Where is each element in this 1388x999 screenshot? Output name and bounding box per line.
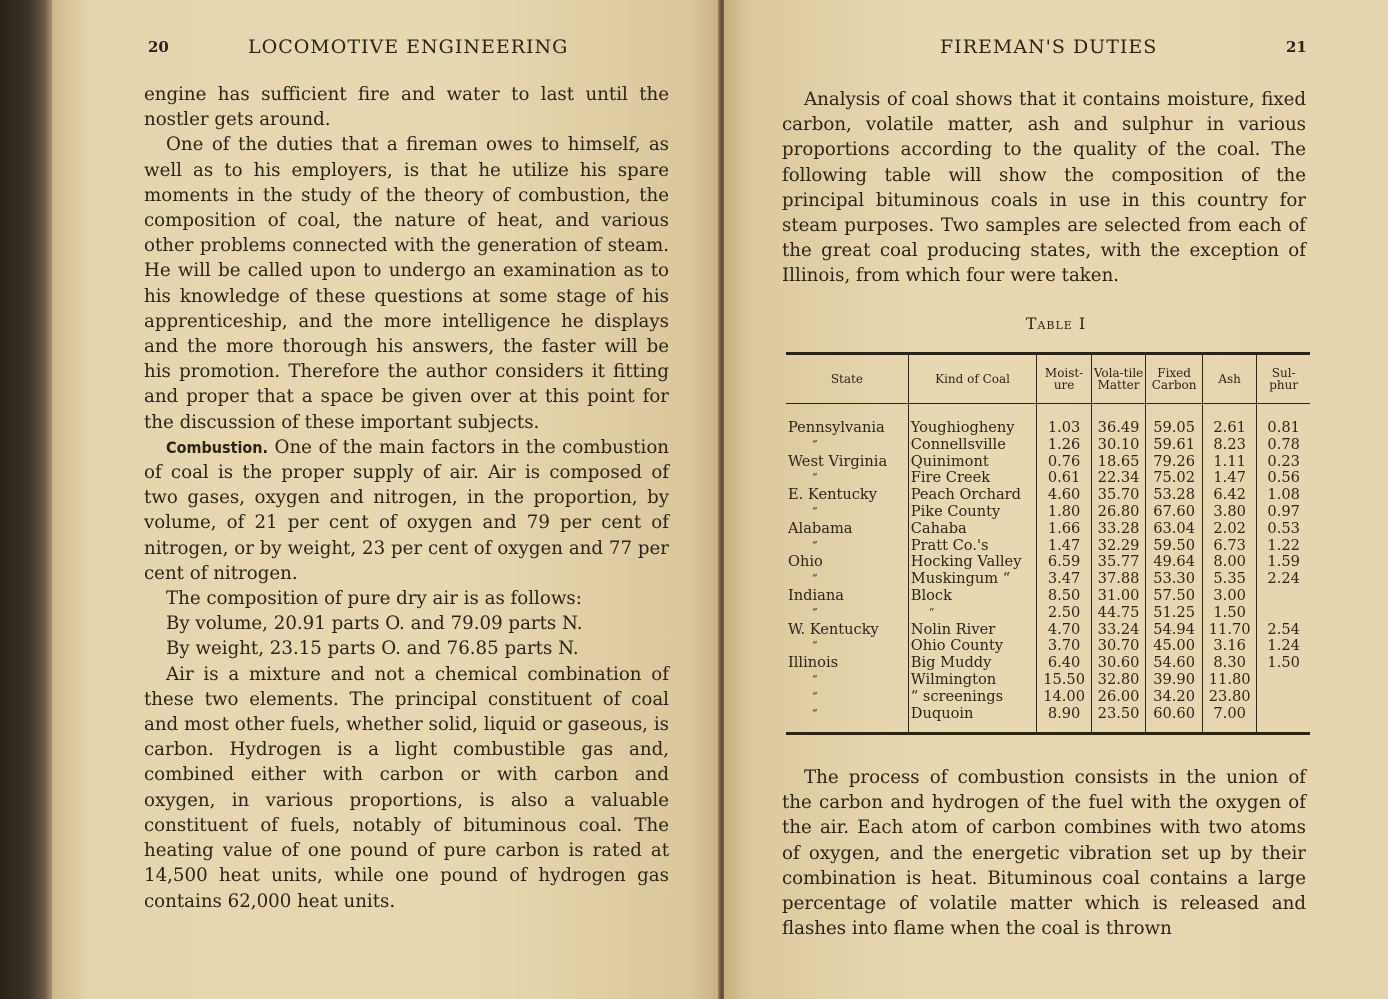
value-cell: 3.47: [1037, 571, 1091, 588]
table-header-cell: Ash: [1202, 354, 1256, 404]
value-cell: 6.59: [1037, 554, 1091, 571]
paragraph: engine has sufficient fire and water to last until the nostler gets around.: [144, 84, 669, 131]
value-cell: 59.50: [1146, 538, 1203, 555]
value-cell: 3.80: [1202, 504, 1256, 521]
kind-of-coal-cell: Quinimont: [908, 454, 1037, 471]
value-cell: 32.29: [1091, 538, 1145, 555]
table-row: [786, 487, 1310, 504]
table-header-cell: Kind of Coal: [908, 354, 1037, 404]
value-cell: 1.50: [1257, 655, 1310, 672]
table-row: [786, 437, 1310, 454]
value-cell: 35.77: [1091, 554, 1145, 571]
value-cell: 15.50: [1037, 672, 1091, 689]
paragraph-text: One of the main factors in the combustion of coal is the proper supply of air. Air is composed of two gases, oxygen and nitrogen, in the proportion, by volume, of 21 per cent of oxygen and 79 per cent of nitrogen, or by weight, 23 per cent of oxygen and 77 per cent of nitrogen.: [144, 436, 669, 584]
value-cell: 33.24: [1091, 622, 1145, 639]
table-row: [786, 404, 1310, 437]
state-cell: Indiana: [788, 586, 844, 604]
table-row: [786, 655, 1310, 672]
value-cell: 8.90: [1037, 706, 1091, 734]
value-cell: 0.78: [1257, 437, 1310, 454]
kind-of-coal-cell: Peach Orchard: [908, 487, 1037, 504]
value-cell: 11.70: [1202, 622, 1256, 639]
value-cell: 57.50: [1146, 588, 1203, 605]
table-row: [786, 571, 1310, 588]
value-cell: 4.70: [1037, 622, 1091, 639]
value-cell: 49.64: [1146, 554, 1203, 571]
value-cell: 2.24: [1257, 571, 1310, 588]
kind-of-coal-cell: Nolin River: [908, 622, 1037, 639]
table-row: [786, 554, 1310, 571]
right-intro-text: [782, 87, 1306, 289]
value-cell: 59.61: [1146, 437, 1203, 454]
value-cell: 5.35: [1202, 571, 1256, 588]
value-cell: 1.22: [1257, 538, 1310, 555]
table-row: [786, 622, 1310, 639]
value-cell: 8.30: [1202, 655, 1256, 672]
value-cell: 6.73: [1202, 538, 1256, 555]
value-cell: 3.00: [1202, 588, 1256, 605]
paragraph: The composition of pure dry air is as follows:: [166, 588, 582, 610]
table-caption: Table I: [1025, 314, 1087, 333]
table-row: [786, 605, 1310, 622]
kind-of-coal-cell: Block: [908, 588, 1037, 605]
table-row: [786, 454, 1310, 471]
table-row: [786, 504, 1310, 521]
value-cell: 3.16: [1202, 638, 1256, 655]
table-header-cell: Moist-ure: [1037, 354, 1091, 404]
value-cell: 26.80: [1091, 504, 1145, 521]
value-cell: 1.03: [1037, 404, 1091, 437]
value-cell: [1257, 706, 1310, 734]
state-cell: “: [812, 672, 818, 686]
value-cell: 37.88: [1091, 571, 1145, 588]
value-cell: 39.90: [1146, 672, 1203, 689]
value-cell: 23.50: [1091, 706, 1145, 734]
value-cell: 1.47: [1202, 470, 1256, 487]
value-cell: 63.04: [1146, 521, 1203, 538]
value-cell: 4.60: [1037, 487, 1091, 504]
value-cell: 26.00: [1091, 689, 1145, 706]
state-cell: W. Kentucky: [788, 620, 879, 638]
value-cell: 35.70: [1091, 487, 1145, 504]
state-cell: Alabama: [788, 519, 853, 537]
coal-composition-table: [786, 352, 1310, 735]
state-cell: “: [786, 706, 908, 734]
table-row: [786, 538, 1310, 555]
value-cell: 0.53: [1257, 521, 1310, 538]
value-cell: 2.61: [1202, 404, 1256, 437]
value-cell: 1.08: [1257, 487, 1310, 504]
page-number: 21: [1286, 38, 1307, 56]
kind-of-coal-cell: Muskingum “: [908, 571, 1037, 588]
state-cell: “: [812, 689, 818, 703]
kind-of-coal-cell: Big Muddy: [908, 655, 1037, 672]
value-cell: 22.34: [1091, 470, 1145, 487]
paragraph: Analysis of coal shows that it contains moisture, fixed carbon, volatile matter, ash and sulphur in various proportions according to the quality of the coal. The following table will show the composition of the principal bituminous coals in use in this country for steam purposes. Two samples are selected from each of the great coal producing states, with the exception of Illinois, from which four were taken.: [782, 89, 1306, 287]
value-cell: 30.60: [1091, 655, 1145, 672]
value-cell: 2.02: [1202, 521, 1256, 538]
state-cell: “: [812, 639, 818, 653]
value-cell: 23.80: [1202, 689, 1256, 706]
kind-of-coal-cell: Wilmington: [908, 672, 1037, 689]
value-cell: 45.00: [1146, 638, 1203, 655]
value-cell: 1.50: [1202, 605, 1256, 622]
state-cell: Illinois: [788, 654, 839, 672]
kind-of-coal-cell: Connellsville: [908, 437, 1037, 454]
right-outro-text: [782, 765, 1306, 941]
value-cell: 0.56: [1257, 470, 1310, 487]
state-cell: Ohio: [788, 553, 823, 571]
paragraph-combustion: [144, 435, 669, 586]
paragraph: One of the duties that a fireman owes to himself, as well as to his employers, is that he utilize his spare moments in the study of the theory of combustion, the composition of coal, the nature of heat, and various other problems connected with the generation of steam. He will be called upon to undergo an examination as to his knowledge of these questions at some stage of his apprenticeship, and the more intelligence he displays and the more thorough his answers, the faster will be his promotion. Therefore the author considers it fitting and proper that a space be given over at this point for the discussion of these important subjects.: [144, 134, 669, 433]
kind-of-coal-cell: “ screenings: [908, 689, 1037, 706]
kind-of-coal-cell: Ohio County: [908, 638, 1037, 655]
state-cell: E. Kentucky: [788, 486, 878, 504]
running-head: LOCOMOTIVE ENGINEERING: [248, 36, 569, 58]
table-row: [786, 672, 1310, 689]
value-cell: 1.24: [1257, 638, 1310, 655]
value-cell: 60.60: [1146, 706, 1203, 734]
paragraph: Air is a mixture and not a chemical combination of these two elements. The principal constituent of coal and most other fuels, whether solid, liquid or gaseous, is carbon. Hydrogen is a light combustible gas and, combined either with carbon or with carbon and oxygen, in various proportions, is also a valuable constituent of fuels, notably of bituminous coal. The heating value of one pound of pure carbon is rated at 14,500 heat units, while one pound of hydrogen gas contains 62,000 heat units.: [144, 663, 669, 912]
value-cell: 1.47: [1037, 538, 1091, 555]
value-cell: 0.61: [1037, 470, 1091, 487]
kind-of-coal-cell: “: [908, 605, 1037, 622]
state-cell: Pennsylvania: [788, 419, 885, 436]
value-cell: 18.65: [1091, 454, 1145, 471]
value-cell: 51.25: [1146, 605, 1203, 622]
value-cell: 0.97: [1257, 504, 1310, 521]
left-body-text: [144, 82, 669, 914]
value-cell: 54.60: [1146, 655, 1203, 672]
value-cell: 0.81: [1257, 404, 1310, 437]
table-header-cell: State: [786, 354, 908, 404]
value-cell: 53.30: [1146, 571, 1203, 588]
state-cell: “: [812, 572, 818, 586]
value-cell: 67.60: [1146, 504, 1203, 521]
value-cell: [1257, 689, 1310, 706]
value-cell: 11.80: [1202, 672, 1256, 689]
kind-of-coal-cell: Cahaba: [908, 521, 1037, 538]
value-cell: 0.76: [1037, 454, 1091, 471]
value-cell: [1257, 672, 1310, 689]
value-cell: [1257, 605, 1310, 622]
value-cell: 2.54: [1257, 622, 1310, 639]
value-cell: 1.66: [1037, 521, 1091, 538]
value-cell: 54.94: [1146, 622, 1203, 639]
table-header-row: [786, 354, 1310, 404]
value-cell: 79.26: [1146, 454, 1203, 471]
value-cell: 36.49: [1091, 404, 1145, 437]
value-cell: 0.23: [1257, 454, 1310, 471]
value-cell: 31.00: [1091, 588, 1145, 605]
state-cell: “: [812, 437, 818, 451]
right-page: [724, 0, 1388, 999]
running-head: FIREMAN'S DUTIES: [940, 36, 1158, 58]
value-cell: 30.70: [1091, 638, 1145, 655]
value-cell: 14.00: [1037, 689, 1091, 706]
table-row: [786, 521, 1310, 538]
state-cell: West Virginia: [788, 452, 888, 470]
kind-of-coal-cell: Hocking Valley: [908, 554, 1037, 571]
table-row: [786, 588, 1310, 605]
table-row: [786, 706, 1310, 734]
kind-of-coal-cell: Pratt Co.'s: [908, 538, 1037, 555]
value-cell: 1.59: [1257, 554, 1310, 571]
value-cell: 6.42: [1202, 487, 1256, 504]
value-cell: 44.75: [1091, 605, 1145, 622]
state-cell: “: [812, 471, 818, 485]
state-cell: “: [812, 605, 818, 619]
left-page: [52, 0, 720, 999]
value-cell: 1.11: [1202, 454, 1256, 471]
kind-of-coal-cell: Youghiogheny: [908, 404, 1037, 437]
value-cell: 8.23: [1202, 437, 1256, 454]
value-cell: 53.28: [1146, 487, 1203, 504]
value-cell: 8.00: [1202, 554, 1256, 571]
value-cell: 75.02: [1146, 470, 1203, 487]
paragraph: The process of combustion consists in the union of the carbon and hydrogen of the fuel with the oxygen of the air. Each atom of carbon combines with two atoms of oxygen, and the energetic vibration set up by their combination is heat. Bituminous coal contains a large percentage of volatile matter which is released and flashes into flame when the coal is thrown: [782, 767, 1306, 940]
kind-of-coal-cell: Duquoin: [908, 706, 1037, 734]
value-cell: 33.28: [1091, 521, 1145, 538]
value-cell: 3.70: [1037, 638, 1091, 655]
section-heading: Combustion.: [166, 437, 268, 457]
value-cell: [1257, 588, 1310, 605]
paragraph: By weight, 23.15 parts O. and 76.85 parts N.: [166, 638, 579, 660]
value-cell: 7.00: [1202, 706, 1256, 734]
kind-of-coal-cell: Fire Creek: [908, 470, 1037, 487]
value-cell: 32.80: [1091, 672, 1145, 689]
value-cell: 59.05: [1146, 404, 1203, 437]
table-row: [786, 470, 1310, 487]
table-row: [786, 689, 1310, 706]
value-cell: 1.80: [1037, 504, 1091, 521]
page-number: 20: [148, 38, 169, 56]
state-cell: “: [812, 504, 818, 518]
value-cell: 6.40: [1037, 655, 1091, 672]
value-cell: 1.26: [1037, 437, 1091, 454]
value-cell: 8.50: [1037, 588, 1091, 605]
value-cell: 30.10: [1091, 437, 1145, 454]
value-cell: 2.50: [1037, 605, 1091, 622]
book-spine-edge: [0, 0, 52, 999]
value-cell: 34.20: [1146, 689, 1203, 706]
table-body: [786, 404, 1310, 734]
state-cell: “: [812, 538, 818, 552]
table-header-cell: Fixed Carbon: [1146, 354, 1203, 404]
kind-of-coal-cell: Pike County: [908, 504, 1037, 521]
table-header-cell: Vola-tile Matter: [1091, 354, 1145, 404]
paragraph: By volume, 20.91 parts O. and 79.09 parts N.: [166, 613, 583, 635]
table-row: [786, 638, 1310, 655]
table-header-cell: Sul-phur: [1257, 354, 1310, 404]
